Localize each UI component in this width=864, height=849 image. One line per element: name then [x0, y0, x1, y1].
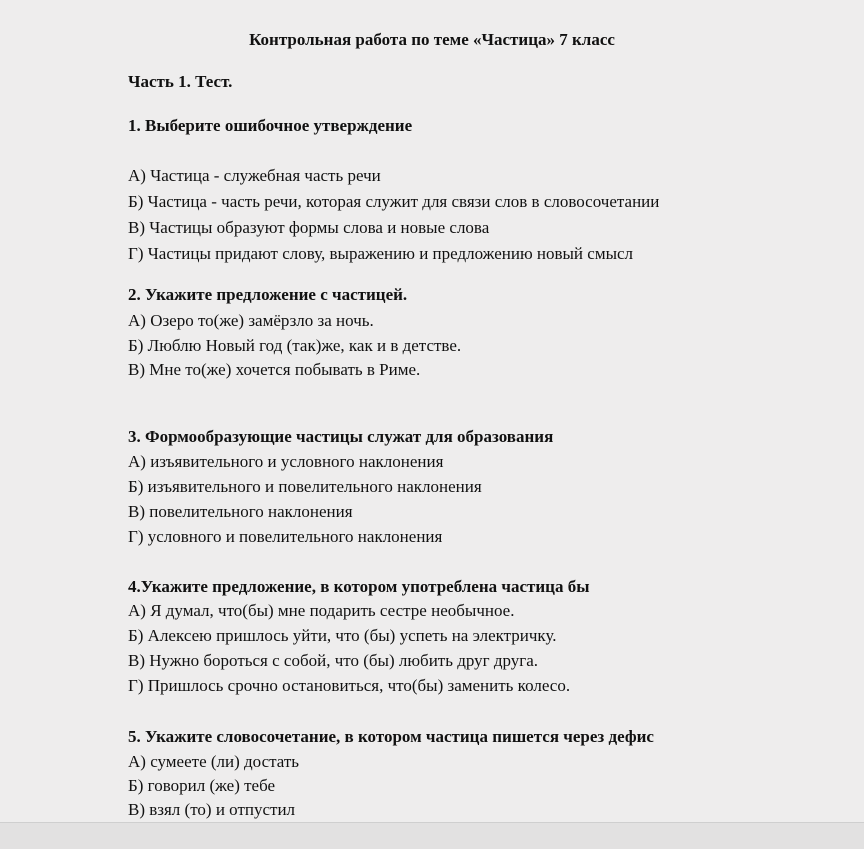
question-3: 3. Формообразующие частицы служат для образования [128, 427, 554, 446]
question-2-option-b: Б) Люблю Новый год (так)же, как и в детстве. [128, 336, 462, 355]
question-4: 4.Укажите предложение, в котором употреблена частица бы [128, 577, 590, 596]
question-1: 1. Выберите ошибочное утверждение [128, 116, 413, 135]
question-3-option-c: В) повелительного наклонения [128, 502, 353, 521]
question-5-option-a: А) сумеете (ли) достать [128, 752, 300, 771]
viewer-bottom-bar [0, 822, 864, 849]
question-4-option-a: А) Я думал, что(бы) мне подарить сестре необычное. [128, 601, 515, 620]
question-4-option-d: Г) Пришлось срочно остановиться, что(бы) заменить колесо. [128, 676, 571, 695]
question-1-option-d: Г) Частицы придают слову, выражению и предложению новый смысл [128, 244, 634, 263]
question-4-option-c: В) Нужно бороться с собой, что (бы) любить друг друга. [128, 651, 539, 670]
part-heading: Часть 1. Тест. [128, 72, 233, 91]
question-5: 5. Укажите словосочетание, в котором частица пишется через дефис [128, 727, 654, 746]
question-5-option-b: Б) говорил (же) тебе [128, 776, 276, 795]
question-4-option-b: Б) Алексею пришлось уйти, что (бы) успеть на электричку. [128, 626, 557, 645]
question-1-option-c: В) Частицы образуют формы слова и новые слова [128, 218, 490, 237]
question-1-option-a: А) Частица - служебная часть речи [128, 166, 381, 185]
question-3-option-d: Г) условного и повелительного наклонения [128, 527, 443, 546]
question-2-option-c: В) Мне то(же) хочется побывать в Риме. [128, 360, 421, 379]
question-3-option-a: А) изъявительного и условного наклонения [128, 452, 444, 471]
question-5-option-c: В) взял (то) и отпустил [128, 800, 296, 819]
document-title: Контрольная работа по теме «Частица» 7 класс [249, 30, 615, 49]
question-2: 2. Укажите предложение с частицей. [128, 285, 408, 304]
question-1-option-b: Б) Частица - часть речи, которая служит для связи слов в словосочетании [128, 192, 660, 211]
question-3-option-b: Б) изъявительного и повелительного наклонения [128, 477, 482, 496]
question-2-option-a: А) Озеро то(же) замёрзло за ночь. [128, 311, 374, 330]
